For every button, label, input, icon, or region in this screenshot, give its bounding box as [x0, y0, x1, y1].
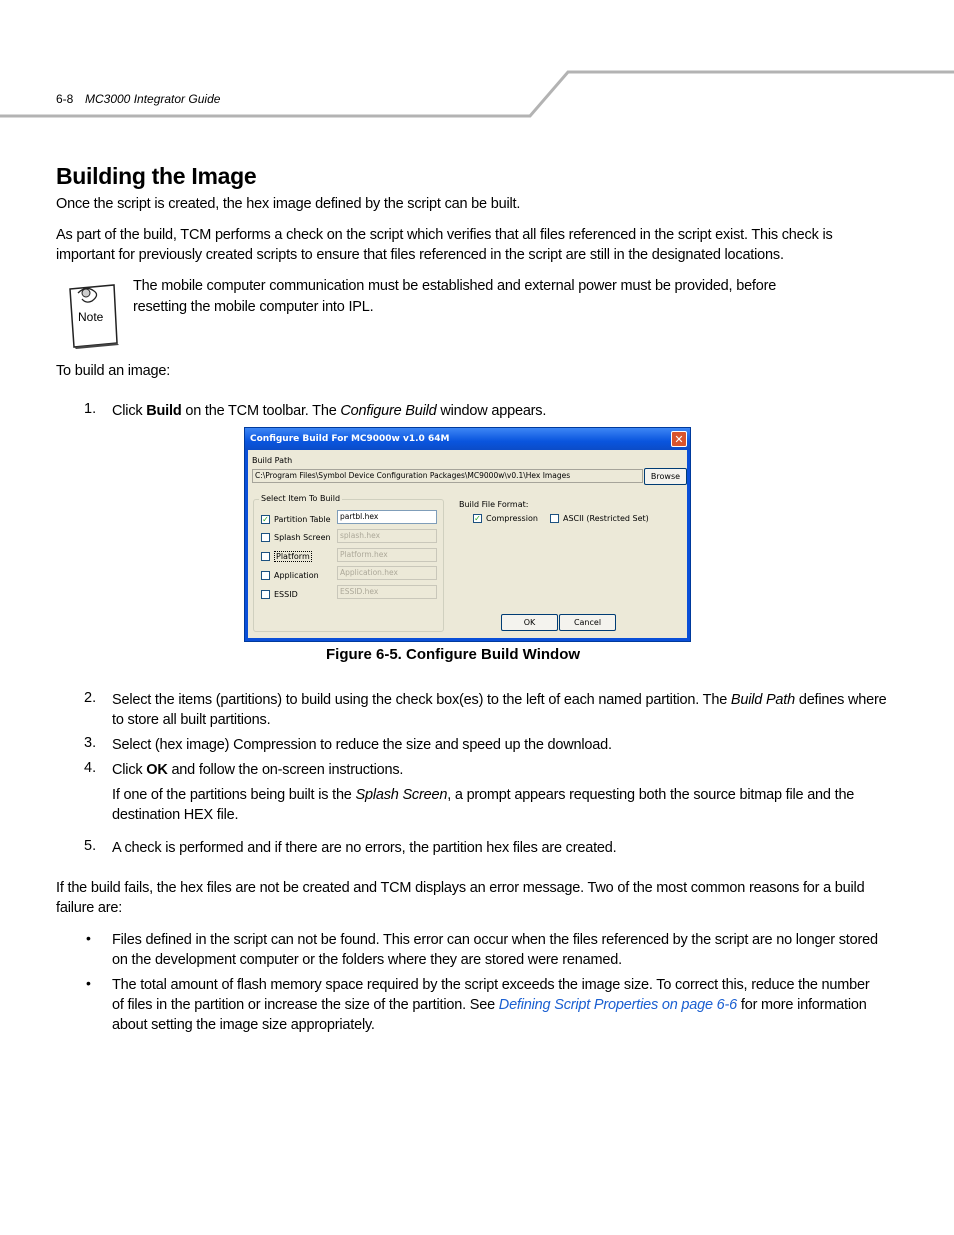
build-path-label: Build Path	[252, 456, 293, 465]
window-body	[248, 450, 687, 638]
bullet-icon: •	[86, 930, 91, 946]
note-icon	[60, 283, 122, 349]
application-checkbox[interactable]	[261, 571, 270, 580]
step-number: 2.	[84, 690, 97, 706]
intro-paragraph: Once the script is created, the hex image defined by the script can be built.	[56, 196, 521, 212]
step-4-subtext-cont: destination HEX file.	[112, 807, 239, 823]
step-2-text: Select the items (partitions) to build using the check box(es) to the left of each named partition. The Build Path defines where	[112, 692, 887, 708]
essid-label: ESSID	[274, 590, 298, 599]
step-3-text: Select (hex image) Compression to reduce the size and speed up the download.	[112, 737, 612, 753]
steps-intro: To build an image:	[56, 363, 171, 379]
fail-paragraph: If the build fails, the hex files are not be created and TCM displays an error message. Two of the most common reasons for a build	[56, 880, 865, 896]
browse-button[interactable]: Browse	[644, 468, 687, 485]
essid-file-field[interactable]: ESSID.hex	[337, 585, 437, 599]
header-rule	[0, 0, 954, 125]
close-icon[interactable]: ✕	[671, 431, 687, 447]
step-4-subtext: If one of the partitions being built is the Splash Screen, a prompt appears requesting both the source bitmap file and the	[112, 787, 855, 803]
guide-title: MC3000 Integrator Guide	[85, 92, 221, 106]
note-icon-label: Note	[78, 310, 104, 324]
page-number: 6-8	[56, 92, 74, 106]
paragraph-line: As part of the build, TCM performs a check on the script which verifies that all files referenced in the script exist. This check is	[56, 227, 833, 243]
ascii-label: ASCII (Restricted Set)	[563, 514, 649, 523]
partition-table-checkbox[interactable]: ✓	[262, 515, 269, 524]
note-line: resetting the mobile computer into IPL.	[133, 299, 374, 315]
partition-table-label: Partition Table	[274, 515, 331, 524]
defining-script-properties-link[interactable]: Defining Script Properties on page 6-6	[498, 997, 738, 1013]
compression-label: Compression	[486, 514, 538, 523]
partition-table-file-field[interactable]: partbl.hex	[337, 510, 437, 524]
application-file-field[interactable]: Application.hex	[337, 566, 437, 580]
bullet-text: of files in the partition or increase the size of the partition. See Defining Script Properties on page 6-6 for more information	[112, 997, 867, 1013]
select-item-group-label: Select Item To Build	[261, 494, 341, 503]
step-number: 5.	[84, 838, 97, 854]
section-title: Building the Image	[56, 163, 257, 189]
build-path-field[interactable]: C:\Program Files\Symbol Device Configuration Packages\MC9000w\v0.1\Hex Images	[252, 469, 643, 483]
note-line: The mobile computer communication must be established and external power must be provided, before	[133, 278, 777, 294]
window-title: Configure Build For MC9000w v1.0 64M	[245, 428, 690, 450]
ascii-checkbox[interactable]	[550, 514, 559, 523]
configure-build-window	[244, 427, 691, 642]
application-label: Application	[274, 571, 319, 580]
figure-caption: Figure 6-5. Configure Build Window	[326, 646, 581, 663]
bullet-text: The total amount of flash memory space required by the script exceeds the image size. To correct this, reduce the number	[112, 977, 870, 993]
compression-checkbox[interactable]: ✓	[474, 514, 481, 523]
paragraph-line: important for previously created scripts to ensure that files referenced in the script are still in the designated locations.	[56, 247, 784, 263]
step-2-text-cont: to store all built partitions.	[112, 712, 271, 728]
step-4-text: Click OK and follow the on-screen instructions.	[112, 762, 404, 778]
step-number: 3.	[84, 735, 97, 751]
splash-screen-checkbox[interactable]	[261, 533, 270, 542]
platform-checkbox[interactable]	[261, 552, 270, 561]
bullet-text: Files defined in the script can not be found. This error can occur when the files referenced by the script are no longer stored	[112, 932, 878, 948]
splash-screen-label: Splash Screen	[274, 533, 331, 542]
bullet-text: on the development computer or the folders where they are stored were renamed.	[112, 952, 622, 968]
ok-button[interactable]: OK	[501, 614, 558, 631]
step-number: 4.	[84, 760, 97, 776]
fail-paragraph-cont: failure are:	[56, 900, 123, 916]
cancel-button[interactable]: Cancel	[559, 614, 616, 631]
step-5-text: A check is performed and if there are no errors, the partition hex files are created.	[112, 840, 617, 856]
step-number: 1.	[84, 401, 97, 417]
essid-checkbox[interactable]	[261, 590, 270, 599]
platform-label: Platform	[276, 552, 310, 561]
bullet-text: about setting the image size appropriately.	[112, 1017, 375, 1033]
step-1-text: Click Build on the TCM toolbar. The Configure Build window appears.	[112, 403, 547, 419]
splash-screen-file-field[interactable]: splash.hex	[337, 529, 437, 543]
platform-file-field[interactable]: Platform.hex	[337, 548, 437, 562]
build-file-format-label: Build File Format:	[459, 500, 529, 509]
bullet-icon: •	[86, 975, 91, 991]
